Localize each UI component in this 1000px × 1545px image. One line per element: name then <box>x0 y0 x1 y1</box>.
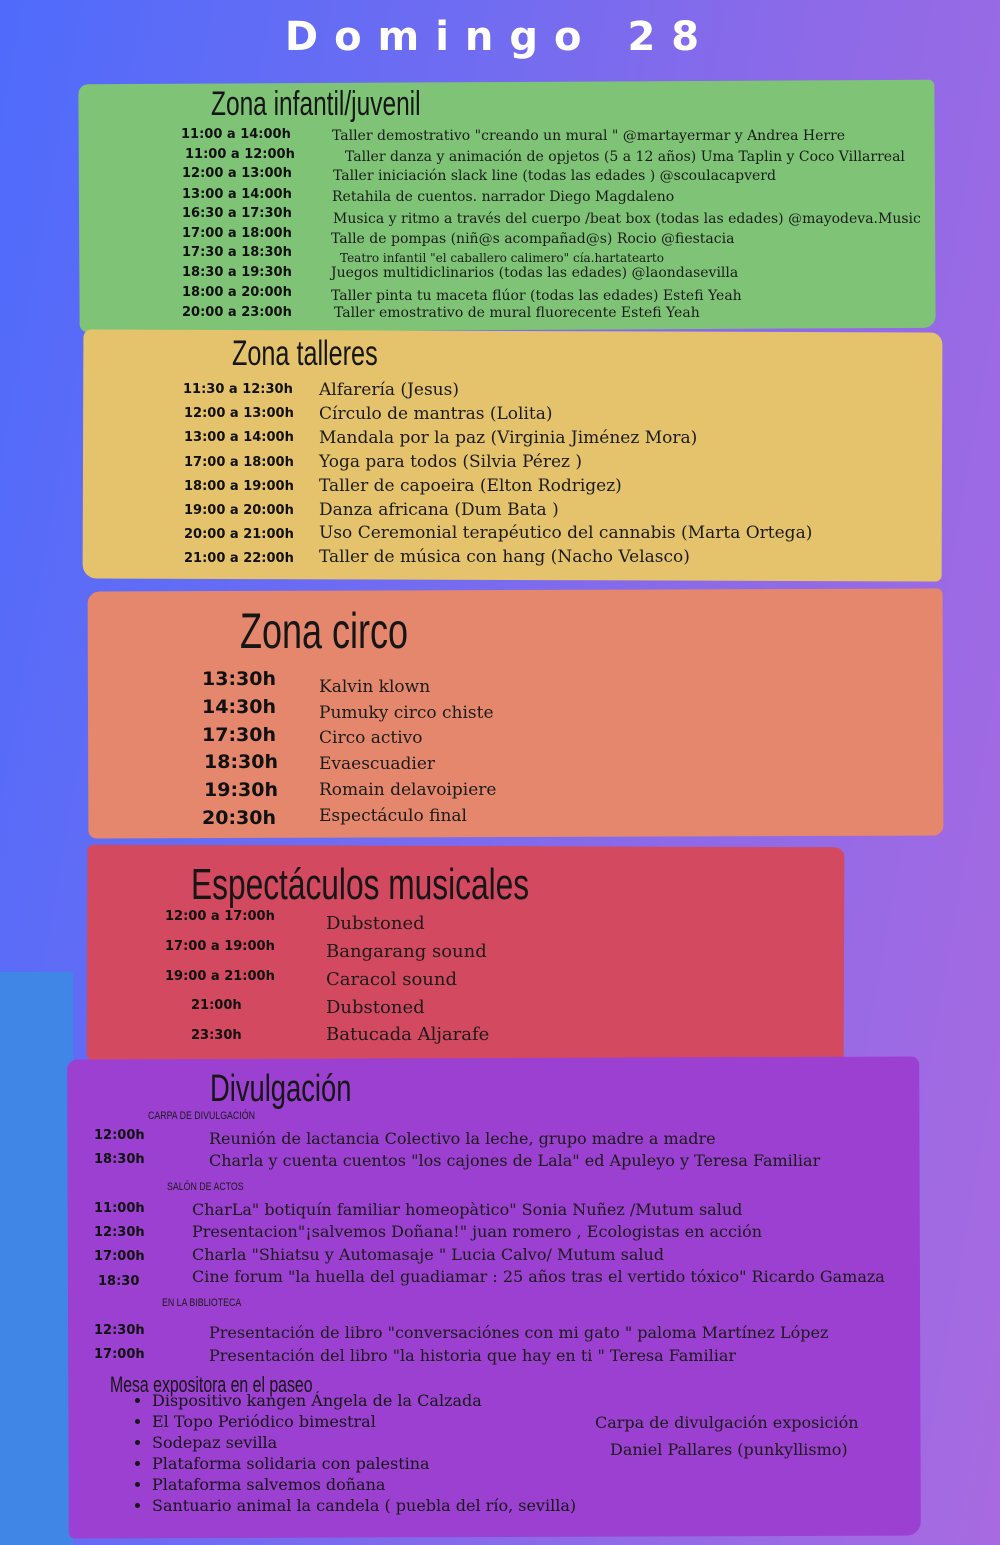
schedule-time: 21:00 a 22:00h <box>184 551 294 566</box>
schedule-activity: Circo activo <box>319 728 423 748</box>
schedule-time: 17:00 a 19:00h <box>165 939 275 954</box>
schedule-activity: Charla "Shiatsu y Automasaje " Lucia Calvo/ Mutum salud <box>192 1245 665 1264</box>
schedule-time: 11:00h <box>94 1201 145 1216</box>
schedule-activity: Presentación de libro "conversaciónes con mi gato " paloma Martínez López <box>209 1323 829 1342</box>
schedule-time: 11:30 a 12:30h <box>183 382 293 397</box>
schedule-time: 23:30h <box>191 1028 242 1043</box>
schedule-activity: Taller iniciación slack line (todas las edades ) @scoulacapverd <box>333 168 776 184</box>
list-item: • Santuario animal la candela ( puebla del río, sevilla) <box>152 1495 576 1516</box>
zona-talleres-heading: Zona talleres <box>232 334 378 373</box>
schedule-activity: Juegos multidiclinarios (todas las edades) @laondasevilla <box>331 265 739 281</box>
schedule-activity: Taller emostrativo de mural fluorecente Estefi Yeah <box>334 305 700 321</box>
schedule-time: 20:00 a 21:00h <box>184 527 294 542</box>
schedule-activity: Musica y ritmo a través del cuerpo /beat box (todas las edades) @mayodeva.Music <box>333 211 921 227</box>
schedule-activity: Evaescuadier <box>319 754 436 774</box>
schedule-time: 21:00h <box>191 998 242 1013</box>
schedule-activity: Mandala por la paz (Virginia Jiménez Mora) <box>319 428 698 448</box>
schedule-activity: Danza africana (Dum Bata ) <box>319 500 559 520</box>
schedule-time: 17:30h <box>202 724 277 746</box>
schedule-activity: Taller demostrativo "creando un mural " @martayermar y Andrea Herre <box>332 128 846 144</box>
schedule-time: 18:00 a 20:00h <box>182 285 292 300</box>
schedule-activity: Caracol sound <box>326 969 458 990</box>
schedule-activity: Uso Ceremonial terapéutico del cannabis (Marta Ortega) <box>319 523 813 543</box>
schedule-time: 12:00 a 13:00h <box>182 166 292 181</box>
schedule-time: 12:00 a 13:00h <box>184 406 294 421</box>
schedule-activity: Taller de capoeira (Elton Rodrigez) <box>319 476 622 496</box>
list-item: • Plataforma salvemos doñana <box>152 1474 576 1495</box>
schedule-activity: Pumuky circo chiste <box>319 703 494 723</box>
schedule-activity: Dubstoned <box>326 997 425 1018</box>
divulgacion-heading: Divulgación <box>210 1068 352 1110</box>
schedule-activity: Bangarang sound <box>326 941 487 962</box>
musicales-heading: Espectáculos musicales <box>191 860 530 909</box>
schedule-time: 19:00 a 20:00h <box>184 503 294 518</box>
schedule-time: 17:00h <box>94 1347 145 1362</box>
salon-subheading: SALÓN DE ACTOS <box>167 1181 244 1193</box>
schedule-activity: Kalvin klown <box>319 677 431 697</box>
schedule-time: 11:00 a 14:00h <box>181 127 291 142</box>
schedule-time: 17:00 a 18:00h <box>182 226 292 241</box>
schedule-time: 16:30 a 17:30h <box>182 206 292 221</box>
list-item: • El Topo Periódico bimestral <box>152 1411 576 1432</box>
mesa-heading: Mesa expositora en el paseo <box>110 1372 313 1397</box>
zona-infantil-heading: Zona infantil/juvenil <box>211 85 421 123</box>
schedule-time: 18:30h <box>94 1152 145 1167</box>
schedule-time: 18:30h <box>204 751 279 773</box>
schedule-activity: Reunión de lactancia Colectivo la leche, grupo madre a madre <box>209 1129 716 1148</box>
background-strip <box>0 972 73 1545</box>
mesa-list <box>112 1390 576 1516</box>
schedule-activity: Taller danza y animación de opjetos (5 a 12 años) Uma Taplin y Coco Villarreal <box>345 149 905 165</box>
exposicion-line-1: Carpa de divulgación exposición <box>595 1413 859 1432</box>
schedule-activity: Retahila de cuentos. narrador Diego Magdaleno <box>332 189 675 205</box>
schedule-activity: Charla y cuenta cuentos "los cajones de Lala" ed Apuleyo y Teresa Familiar <box>209 1151 821 1170</box>
schedule-activity: Espectáculo final <box>319 806 467 826</box>
schedule-time: 19:30h <box>204 779 279 801</box>
schedule-activity: Yoga para todos (Silvia Pérez ) <box>319 452 583 472</box>
schedule-time: 17:30 a 18:30h <box>182 245 292 260</box>
schedule-activity: Presentación del libro "la historia que hay en ti " Teresa Familiar <box>209 1346 737 1365</box>
schedule-time: 14:30h <box>202 696 277 718</box>
schedule-time: 18:00 a 19:00h <box>184 479 294 494</box>
schedule-activity: Presentacion"¡salvemos Doñana!" juan romero , Ecologistas en acción <box>192 1222 763 1241</box>
schedule-time: 13:00 a 14:00h <box>184 430 294 445</box>
schedule-time: 13:00 a 14:00h <box>182 187 292 202</box>
schedule-time: 17:00h <box>94 1249 145 1264</box>
schedule-time: 12:00 a 17:00h <box>165 909 275 924</box>
schedule-activity: Teatro infantil "el caballero calimero" cía.hartatearto <box>340 251 664 265</box>
schedule-time: 18:30 a 19:30h <box>182 265 292 280</box>
schedule-time: 13:30h <box>202 668 277 690</box>
schedule-activity: Romain delavoipiere <box>319 780 497 800</box>
carpa-subheading: CARPA DE DIVULGACIÓN <box>148 1110 255 1122</box>
schedule-activity: Círculo de mantras (Lolita) <box>319 404 553 424</box>
schedule-activity: Batucada Aljarafe <box>326 1024 490 1045</box>
schedule-time: 12:30h <box>94 1225 145 1240</box>
schedule-time: 11:00 a 12:00h <box>185 147 295 162</box>
list-item: • Plataforma solidaria con palestina <box>152 1453 576 1474</box>
schedule-time: 20:00 a 23:00h <box>182 305 292 320</box>
zona-circo-heading: Zona circo <box>240 603 409 659</box>
schedule-time: 18:30 <box>98 1274 140 1289</box>
schedule-time: 19:00 a 21:00h <box>165 969 275 984</box>
schedule-activity: Taller de música con hang (Nacho Velasco) <box>319 547 690 567</box>
list-item: • Sodepaz sevilla <box>152 1432 576 1453</box>
schedule-activity: Dubstoned <box>326 913 425 934</box>
schedule-time: 17:00 a 18:00h <box>184 455 294 470</box>
list-item: • Dispositivo kangen Ángela de la Calzada <box>152 1390 576 1411</box>
schedule-time: 20:30h <box>202 807 277 829</box>
schedule-activity: Talle de pompas (niñ@s acompañad@s) Rocio @fiestacia <box>331 231 735 247</box>
schedule-time: 12:30h <box>94 1323 145 1338</box>
biblioteca-subheading: EN LA BIBLIOTECA <box>162 1297 242 1309</box>
schedule-activity: Alfarería (Jesus) <box>319 380 459 400</box>
schedule-activity: Taller pinta tu maceta flúor (todas las edades) Estefi Yeah <box>331 288 742 304</box>
schedule-activity: CharLa" botiquín familiar homeopàtico" Sonia Nuñez /Mutum salud <box>192 1200 743 1219</box>
schedule-time: 12:00h <box>94 1128 145 1143</box>
exposicion-line-2: Daniel Pallares (punkyllismo) <box>610 1440 848 1459</box>
schedule-activity: Cine forum "la huella del guadiamar : 25 años tras el vertido tóxico" Ricardo Gamaza <box>192 1267 885 1286</box>
page-title: Domingo 28 <box>284 14 716 60</box>
